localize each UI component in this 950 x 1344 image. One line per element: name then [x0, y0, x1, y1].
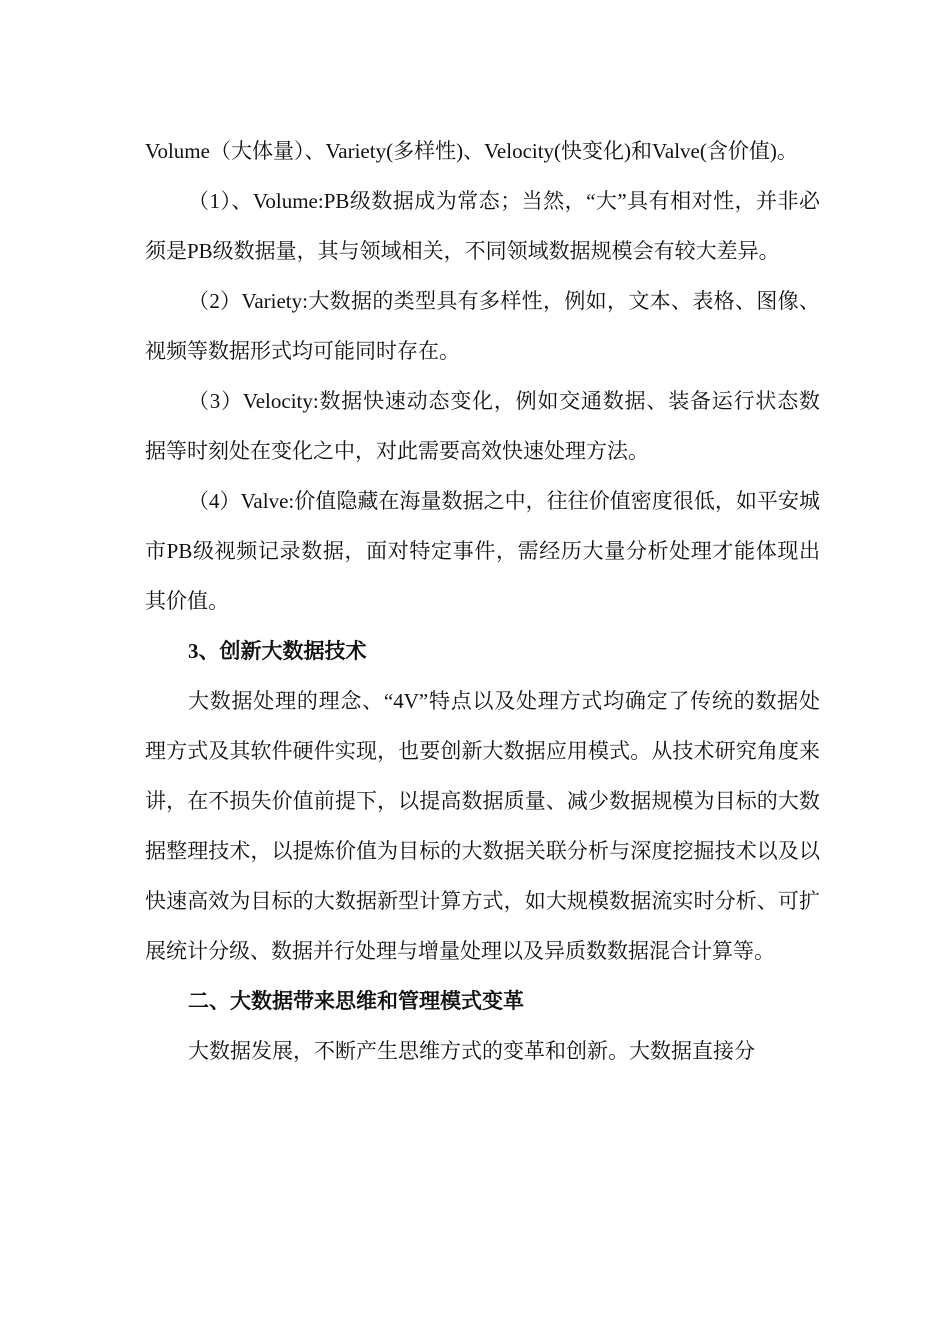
paragraph-thinking-change: 大数据发展，不断产生思维方式的变革和创新。大数据直接分 [188, 1039, 755, 1063]
paragraph-innovation: 大数据处理的理念、“4V”特点以及处理方式均确定了传统的数据处理方式及其软件硬件实现，也要创新大数据应用模式。从技术研究角度来讲，在不损失价值前提下，以提高数据质量、减少数据规模为目标的大数据整理技术，以提炼价值为目标的大数据关联分析与深度挖掘技术以及以快速高效为目标的大数据新型计算方式，如大规模数据流实时分析、可扩展统计分级、数据并行处理与增量处理以及异质数数据混合计算等。 [145, 689, 820, 963]
paragraph-valve: （4）Valve:价值隐藏在海量数据之中，往往价值密度很低，如平安城市PB级视频记录数据，面对特定事件，需经历大量分析处理才能体现出其价值。 [145, 489, 820, 613]
document-body [145, 126, 820, 1076]
heading-innovate-big-data-tech: 3、创新大数据技术 [188, 639, 367, 663]
paragraph-4v-summary: Volume（大体量）、Variety(多样性)、Velocity(快变化)和Valve(含价值)。 [145, 139, 798, 163]
paragraph-velocity: （3）Velocity:数据快速动态变化，例如交通数据、装备运行状态数据等时刻处在变化之中，对此需要高效快速处理方法。 [145, 389, 820, 463]
heading-thinking-management-change: 二、大数据带来思维和管理模式变革 [188, 989, 524, 1013]
paragraph-variety: （2）Variety:大数据的类型具有多样性，例如，文本、表格、图像、视频等数据形式均可能同时存在。 [145, 289, 820, 363]
paragraph-volume: （1）、Volume:PB级数据成为常态；当然，“大”具有相对性，并非必须是PB级数据量，其与领域相关，不同领域数据规模会有较大差异。 [145, 189, 820, 263]
